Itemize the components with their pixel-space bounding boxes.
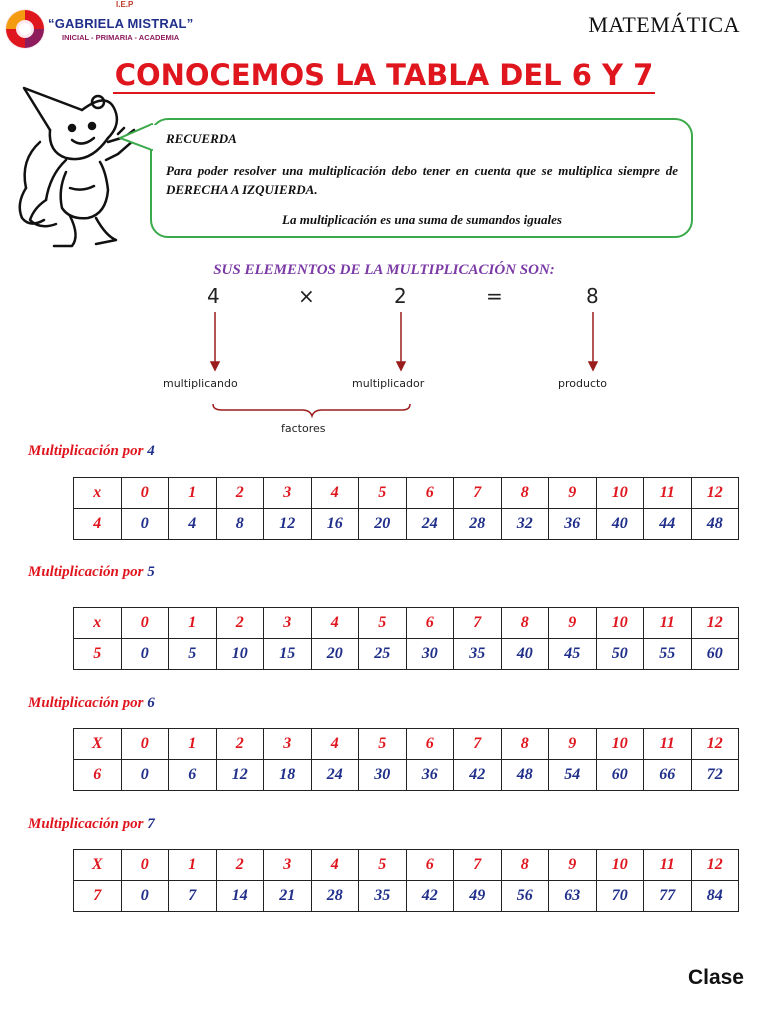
table-cell: 7 xyxy=(454,608,502,639)
school-name: “GABRIELA MISTRAL” xyxy=(48,16,194,31)
multiplication-table-6 xyxy=(73,728,739,791)
table-cell: 42 xyxy=(406,881,454,912)
table-cell: 60 xyxy=(691,639,739,670)
table-cell: 0 xyxy=(121,729,169,760)
table-cell: 30 xyxy=(359,760,407,791)
table-cell: 36 xyxy=(549,509,597,540)
table-cell: 4 xyxy=(74,509,122,540)
multiplication-table-7 xyxy=(73,849,739,912)
table-cell: 72 xyxy=(691,760,739,791)
table-cell: 12 xyxy=(691,850,739,881)
table-cell: 4 xyxy=(311,608,359,639)
table-cell: 9 xyxy=(549,608,597,639)
table-cell: 7 xyxy=(74,881,122,912)
table-cell: 5 xyxy=(74,639,122,670)
table-cell: 24 xyxy=(406,509,454,540)
reminder-heading: RECUERDA xyxy=(166,131,237,146)
table-cell: 84 xyxy=(691,881,739,912)
page-title: CONOCEMOS LA TABLA DEL 6 Y 7 xyxy=(114,58,654,92)
school-prefix: I.E.P xyxy=(116,0,134,9)
table-cell: 6 xyxy=(406,478,454,509)
table-heading-7 xyxy=(28,816,155,833)
table-cell: 32 xyxy=(501,509,549,540)
table-cell: 6 xyxy=(74,760,122,791)
table-cell: 2 xyxy=(216,850,264,881)
table-cell: 3 xyxy=(264,478,312,509)
table-cell: 70 xyxy=(596,881,644,912)
table-cell: 9 xyxy=(549,850,597,881)
table-cell: 0 xyxy=(121,509,169,540)
multiplication-table-4 xyxy=(73,477,739,540)
table-cell: 50 xyxy=(596,639,644,670)
table-heading-6 xyxy=(28,695,155,712)
table-cell: 10 xyxy=(216,639,264,670)
table-cell: 45 xyxy=(549,639,597,670)
table-cell: 40 xyxy=(596,509,644,540)
table-cell: 3 xyxy=(264,729,312,760)
table-cell: 2 xyxy=(216,478,264,509)
table-cell: 8 xyxy=(216,509,264,540)
table-cell: 4 xyxy=(311,729,359,760)
table-cell: 1 xyxy=(169,478,217,509)
table-heading-4 xyxy=(28,443,155,460)
table-header-row xyxy=(74,850,739,881)
table-cell: 20 xyxy=(359,509,407,540)
table-cell: 28 xyxy=(311,881,359,912)
table-result-row xyxy=(74,639,739,670)
table-result-row xyxy=(74,760,739,791)
table-cell: 42 xyxy=(454,760,502,791)
arrow-down-icon xyxy=(397,362,405,370)
equation-multiplicand: 4 xyxy=(207,284,220,308)
table-cell: 7 xyxy=(454,729,502,760)
element-arrows xyxy=(0,0,768,440)
table-cell: 1 xyxy=(169,850,217,881)
table-cell: 7 xyxy=(454,850,502,881)
school-levels: INICIAL - PRIMARIA - ACADEMIA xyxy=(62,33,180,42)
arrow-down-icon xyxy=(211,362,219,370)
table-cell: x xyxy=(74,608,122,639)
table-cell: X xyxy=(74,850,122,881)
table-cell: 40 xyxy=(501,639,549,670)
table-heading-text: Multiplicación por xyxy=(28,564,144,580)
table-result-row xyxy=(74,509,739,540)
table-cell: 55 xyxy=(644,639,692,670)
table-cell: 28 xyxy=(454,509,502,540)
product-label: producto xyxy=(558,377,608,390)
table-cell: 36 xyxy=(406,760,454,791)
table-cell: 0 xyxy=(121,760,169,791)
table-heading-text: Multiplicación por xyxy=(28,816,144,832)
table-cell: 20 xyxy=(311,639,359,670)
multiplicand-label: multiplicando xyxy=(163,377,238,390)
table-cell: 35 xyxy=(359,881,407,912)
table-cell: 1 xyxy=(169,608,217,639)
table-cell: 48 xyxy=(691,509,739,540)
table-cell: 12 xyxy=(691,608,739,639)
table-cell: 11 xyxy=(644,608,692,639)
table-cell: 12 xyxy=(691,478,739,509)
table-cell: 8 xyxy=(501,850,549,881)
table-cell: 54 xyxy=(549,760,597,791)
table-heading-text: Multiplicación por xyxy=(28,443,144,459)
table-cell: 8 xyxy=(501,729,549,760)
table-cell: 7 xyxy=(454,478,502,509)
table-cell: x xyxy=(74,478,122,509)
table-cell: 35 xyxy=(454,639,502,670)
table-cell: 48 xyxy=(501,760,549,791)
multiplier-label: multiplicador xyxy=(352,377,425,390)
table-cell: 15 xyxy=(264,639,312,670)
table-cell: 1 xyxy=(169,729,217,760)
elements-heading: SUS ELEMENTOS DE LA MULTIPLICACIÓN SON: xyxy=(213,262,555,278)
table-heading-factor: 5 xyxy=(147,564,155,580)
subject-label: MATEMÁTICA xyxy=(588,12,740,37)
table-cell: 77 xyxy=(644,881,692,912)
equation-multiplier: 2 xyxy=(394,284,407,308)
table-cell: 10 xyxy=(596,850,644,881)
table-cell: 3 xyxy=(264,850,312,881)
table-cell: 60 xyxy=(596,760,644,791)
table-cell: 8 xyxy=(501,478,549,509)
table-cell: 18 xyxy=(264,760,312,791)
table-cell: 3 xyxy=(264,608,312,639)
table-cell: 66 xyxy=(644,760,692,791)
table-cell: 44 xyxy=(644,509,692,540)
table-cell: 16 xyxy=(311,509,359,540)
table-cell: 0 xyxy=(121,881,169,912)
table-cell: X xyxy=(74,729,122,760)
table-cell: 4 xyxy=(311,478,359,509)
table-cell: 21 xyxy=(264,881,312,912)
table-cell: 2 xyxy=(216,608,264,639)
reminder-text: Para poder resolver una multiplicación debo tener en cuenta que se multiplica siempre de DERECHA A IZQUIERDA. xyxy=(166,163,678,197)
table-heading-5 xyxy=(28,564,155,581)
table-cell: 9 xyxy=(549,478,597,509)
reminder-definition: La multiplicación es una suma de sumandos iguales xyxy=(282,212,562,227)
table-cell: 4 xyxy=(169,509,217,540)
table-cell: 12 xyxy=(691,729,739,760)
table-cell: 10 xyxy=(596,478,644,509)
table-cell: 11 xyxy=(644,850,692,881)
table-header-row xyxy=(74,729,739,760)
table-cell: 0 xyxy=(121,850,169,881)
table-cell: 63 xyxy=(549,881,597,912)
table-cell: 56 xyxy=(501,881,549,912)
table-cell: 9 xyxy=(549,729,597,760)
table-cell: 7 xyxy=(169,881,217,912)
equation-times-sign: × xyxy=(298,284,315,308)
table-cell: 12 xyxy=(216,760,264,791)
table-cell: 6 xyxy=(406,608,454,639)
table-cell: 0 xyxy=(121,478,169,509)
table-cell: 8 xyxy=(501,608,549,639)
table-result-row xyxy=(74,881,739,912)
table-cell: 25 xyxy=(359,639,407,670)
table-heading-text: Multiplicación por xyxy=(28,695,144,711)
table-cell: 24 xyxy=(311,760,359,791)
arrow-down-icon xyxy=(589,362,597,370)
table-cell: 11 xyxy=(644,478,692,509)
table-cell: 0 xyxy=(121,639,169,670)
table-cell: 10 xyxy=(596,608,644,639)
table-header-row xyxy=(74,478,739,509)
table-header-row xyxy=(74,608,739,639)
table-cell: 14 xyxy=(216,881,264,912)
equation-product: 8 xyxy=(586,284,599,308)
table-cell: 49 xyxy=(454,881,502,912)
table-cell: 5 xyxy=(359,850,407,881)
multiplication-table-5 xyxy=(73,607,739,670)
footer-label: Clase xyxy=(687,966,744,989)
table-cell: 30 xyxy=(406,639,454,670)
table-cell: 5 xyxy=(359,729,407,760)
table-heading-factor: 6 xyxy=(147,695,155,711)
table-cell: 5 xyxy=(359,608,407,639)
table-cell: 6 xyxy=(406,850,454,881)
table-cell: 5 xyxy=(169,639,217,670)
table-cell: 6 xyxy=(406,729,454,760)
factors-label: factores xyxy=(281,422,326,435)
table-heading-factor: 4 xyxy=(147,443,155,459)
table-cell: 11 xyxy=(644,729,692,760)
table-cell: 0 xyxy=(121,608,169,639)
table-cell: 10 xyxy=(596,729,644,760)
table-cell: 5 xyxy=(359,478,407,509)
table-cell: 12 xyxy=(264,509,312,540)
factors-brace xyxy=(213,404,410,416)
table-cell: 2 xyxy=(216,729,264,760)
table-cell: 4 xyxy=(311,850,359,881)
table-heading-factor: 7 xyxy=(147,816,155,832)
table-cell: 6 xyxy=(169,760,217,791)
equation-equals-sign: = xyxy=(486,284,503,308)
